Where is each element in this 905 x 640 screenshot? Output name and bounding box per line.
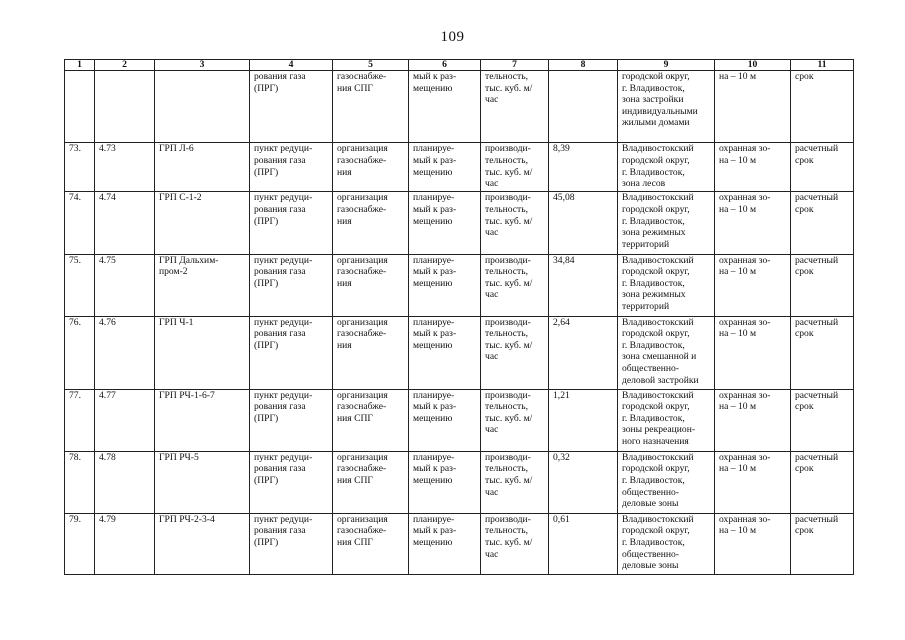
table-cell: срок bbox=[791, 71, 854, 143]
table-cell: ГРП РЧ-1-6-7 bbox=[155, 389, 250, 451]
table-row bbox=[65, 192, 854, 254]
column-header: 1 bbox=[65, 60, 95, 71]
table-cell: производи- тельность, тыс. куб. м/ час bbox=[481, 254, 549, 316]
table-cell bbox=[65, 71, 95, 143]
table-cell: организация газоснабже- ния bbox=[333, 143, 409, 192]
table-cell: 0,32 bbox=[549, 451, 618, 513]
table-cell: планируе- мый к раз- мещению bbox=[409, 143, 481, 192]
table-cell: ГРП Дальхим- пром-2 bbox=[155, 254, 250, 316]
table-cell: 79. bbox=[65, 513, 95, 574]
table-cell: организация газоснабже- ния СПГ bbox=[333, 451, 409, 513]
table-cell: пункт редуци- рования газа (ПРГ) bbox=[250, 192, 333, 254]
table-cell: Владивостокский городской округ, г. Владивосток, зона режимных территорий bbox=[618, 254, 715, 316]
table-cell: организация газоснабже- ния СПГ bbox=[333, 513, 409, 574]
table-cell: планируе- мый к раз- мещению bbox=[409, 192, 481, 254]
data-table bbox=[64, 59, 854, 575]
table-cell: пункт редуци- рования газа (ПРГ) bbox=[250, 254, 333, 316]
table-cell: газоснабже- ния СПГ bbox=[333, 71, 409, 143]
table-row bbox=[65, 389, 854, 451]
table-cell: пункт редуци- рования газа (ПРГ) bbox=[250, 451, 333, 513]
table-cell: Владивостокский городской округ, г. Владивосток, зоны рекреацион- ного назначения bbox=[618, 389, 715, 451]
table-cell: 73. bbox=[65, 143, 95, 192]
table-cell: 4.79 bbox=[95, 513, 155, 574]
column-header: 4 bbox=[250, 60, 333, 71]
table-cell: организация газоснабже- ния СПГ bbox=[333, 389, 409, 451]
table-cell: 4.73 bbox=[95, 143, 155, 192]
table-cell: 45,08 bbox=[549, 192, 618, 254]
column-header: 5 bbox=[333, 60, 409, 71]
table-cell: организация газоснабже- ния bbox=[333, 192, 409, 254]
table-cell: тельность, тыс. куб. м/ час bbox=[481, 71, 549, 143]
table-cell: 75. bbox=[65, 254, 95, 316]
table-cell: планируе- мый к раз- мещению bbox=[409, 451, 481, 513]
table-cell: пункт редуци- рования газа (ПРГ) bbox=[250, 513, 333, 574]
table-cell: 74. bbox=[65, 192, 95, 254]
column-header: 9 bbox=[618, 60, 715, 71]
table-cell: производи- тельность, тыс. куб. м/ час bbox=[481, 451, 549, 513]
column-header: 7 bbox=[481, 60, 549, 71]
table-cell: охранная зо- на – 10 м bbox=[715, 451, 791, 513]
table-cell: охранная зо- на – 10 м bbox=[715, 316, 791, 389]
table-cell: ГРП Ч-1 bbox=[155, 316, 250, 389]
table-cell: пункт редуци- рования газа (ПРГ) bbox=[250, 143, 333, 192]
table-cell: 34,84 bbox=[549, 254, 618, 316]
table-cell: расчетный срок bbox=[791, 513, 854, 574]
table-cell: расчетный срок bbox=[791, 389, 854, 451]
column-header: 3 bbox=[155, 60, 250, 71]
table-cell: 76. bbox=[65, 316, 95, 389]
table-cell: производи- тельность, тыс. куб. м/ час bbox=[481, 513, 549, 574]
table-cell: планируе- мый к раз- мещению bbox=[409, 316, 481, 389]
table-cell: производи- тельность, тыс. куб. м/ час bbox=[481, 316, 549, 389]
table-cell: производи- тельность, тыс. куб. м/ час bbox=[481, 192, 549, 254]
page-number: 109 bbox=[440, 29, 465, 45]
table-cell: расчетный срок bbox=[791, 254, 854, 316]
table-cell: Владивостокский городской округ, г. Владивосток, зона лесов bbox=[618, 143, 715, 192]
header-row bbox=[65, 60, 854, 71]
table-cell: ГРП С-1-2 bbox=[155, 192, 250, 254]
table-cell: пункт редуци- рования газа (ПРГ) bbox=[250, 316, 333, 389]
table-cell: Владивостокский городской округ, г. Владивосток, зона смешанной и общественно- деловой застройки bbox=[618, 316, 715, 389]
table-row bbox=[65, 143, 854, 192]
table-cell: Владивостокский городской округ, г. Владивосток, общественно- деловые зоны bbox=[618, 513, 715, 574]
column-header: 2 bbox=[95, 60, 155, 71]
table-cell: расчетный срок bbox=[791, 316, 854, 389]
table-row bbox=[65, 71, 854, 143]
table-cell: производи- тельность, тыс. куб. м/ час bbox=[481, 389, 549, 451]
table-cell: 4.76 bbox=[95, 316, 155, 389]
table-cell: охранная зо- на – 10 м bbox=[715, 143, 791, 192]
table-cell: на – 10 м bbox=[715, 71, 791, 143]
table-cell: организация газоснабже- ния bbox=[333, 254, 409, 316]
table-cell: 2,64 bbox=[549, 316, 618, 389]
table-cell: охранная зо- на – 10 м bbox=[715, 389, 791, 451]
table-cell: 4.74 bbox=[95, 192, 155, 254]
table-cell: 0,61 bbox=[549, 513, 618, 574]
table-cell: ГРП РЧ-2-3-4 bbox=[155, 513, 250, 574]
table-cell: 4.77 bbox=[95, 389, 155, 451]
table-cell: Владивостокский городской округ, г. Владивосток, зона режимных территорий bbox=[618, 192, 715, 254]
table-cell: охранная зо- на – 10 м bbox=[715, 513, 791, 574]
table-row bbox=[65, 451, 854, 513]
table-cell: 4.78 bbox=[95, 451, 155, 513]
table-cell: организация газоснабже- ния bbox=[333, 316, 409, 389]
table-cell: охранная зо- на – 10 м bbox=[715, 254, 791, 316]
column-header: 8 bbox=[549, 60, 618, 71]
table-cell: 4.75 bbox=[95, 254, 155, 316]
table-cell: рования газа (ПРГ) bbox=[250, 71, 333, 143]
column-header: 11 bbox=[791, 60, 854, 71]
table-cell bbox=[95, 71, 155, 143]
table-cell: расчетный срок bbox=[791, 451, 854, 513]
table-cell: ГРП РЧ-5 bbox=[155, 451, 250, 513]
table-cell: расчетный срок bbox=[791, 143, 854, 192]
table-cell: Владивостокский городской округ, г. Владивосток, общественно- деловые зоны bbox=[618, 451, 715, 513]
table-cell: 78. bbox=[65, 451, 95, 513]
table-cell bbox=[155, 71, 250, 143]
table-row bbox=[65, 254, 854, 316]
table-cell: 8,39 bbox=[549, 143, 618, 192]
table-cell: планируе- мый к раз- мещению bbox=[409, 254, 481, 316]
table-cell: охранная зо- на – 10 м bbox=[715, 192, 791, 254]
table-cell: планируе- мый к раз- мещению bbox=[409, 513, 481, 574]
table-cell: ГРП Л-6 bbox=[155, 143, 250, 192]
table-row bbox=[65, 316, 854, 389]
table-cell: производи- тельность, тыс. куб. м/ час bbox=[481, 143, 549, 192]
table-cell: расчетный срок bbox=[791, 192, 854, 254]
table-cell: городской округ, г. Владивосток, зона застройки индивидуальными жилыми домами bbox=[618, 71, 715, 143]
table-cell: мый к раз- мещению bbox=[409, 71, 481, 143]
table-cell: 1,21 bbox=[549, 389, 618, 451]
table-cell: пункт редуци- рования газа (ПРГ) bbox=[250, 389, 333, 451]
column-header: 6 bbox=[409, 60, 481, 71]
table-row bbox=[65, 513, 854, 574]
column-header: 10 bbox=[715, 60, 791, 71]
table-cell bbox=[549, 71, 618, 143]
table-cell: 77. bbox=[65, 389, 95, 451]
table-cell: планируе- мый к раз- мещению bbox=[409, 389, 481, 451]
